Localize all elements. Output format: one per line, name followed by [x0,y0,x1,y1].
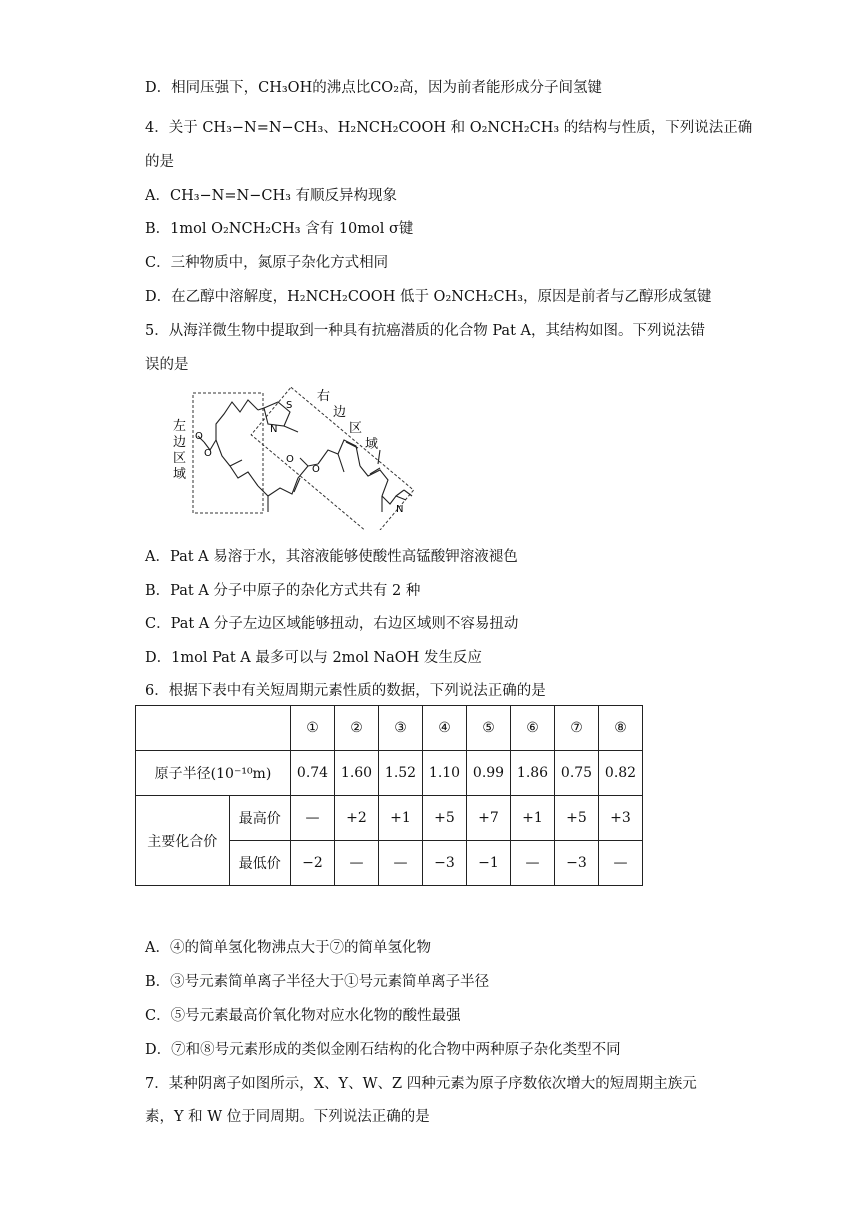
table-cell: +1 [511,796,555,841]
table-header-row [136,706,643,751]
q4-stem-line2: 的是 [145,154,174,170]
table-header-cell: ⑦ [555,706,599,751]
table-cell: — [511,841,555,886]
table-cell: −1 [467,841,511,886]
q4-option-d: D．在乙醇中溶解度，H₂NCH₂COOH 低于 O₂NCH₂CH₃，原因是前者与乙醇形成氢键 [145,289,712,305]
q5-stem-line1: 5．从海洋微生物中提取到一种具有抗癌潜质的化合物 Pat A，其结构如图。下列说法错 [145,323,705,339]
q6-option-a: A．④的简单氢化物沸点大于⑦的简单氢化物 [145,940,431,956]
q7-stem-line2: 素，Y 和 W 位于同周期。下列说法正确的是 [145,1109,430,1125]
table-cell: 1.86 [511,751,555,796]
table-cell: — [599,841,643,886]
pat-a-structure-figure [160,380,430,530]
thiazole-sulfur-atom: S [286,400,293,411]
table-header-cell: ② [335,706,379,751]
table-header-cell: ④ [423,706,467,751]
right-carbonyl-oxygen-atom: O [286,454,294,465]
table-cell: −2 [291,841,335,886]
table-header-cell: ③ [379,706,423,751]
q5-option-c: C．Pat A 分子左边区域能够扭动，右边区域则不容易扭动 [145,616,519,632]
table-cell: — [379,841,423,886]
table-cell: 0.99 [467,751,511,796]
max-valence-label: 最高价 [229,796,290,841]
table-cell: −3 [555,841,599,886]
q4-option-b: B．1mol O₂NCH₂CH₃ 含有 10mol σ键 [145,221,414,237]
table-cell: 0.82 [599,751,643,796]
right-region-label-3: 区 [349,421,363,436]
q6-option-b: B．③号元素简单离子半径大于①号元素简单离子半径 [145,974,490,990]
q6-option-c: C．⑤号元素最高价氧化物对应水化物的酸性最强 [145,1008,461,1024]
q7-stem-line1: 7．某种阴离子如图所示，X、Y、W、Z 四种元素为原子序数依次增大的短周期主族元 [145,1076,697,1092]
table-header-cell: ⑥ [511,706,555,751]
table-cell: 1.10 [423,751,467,796]
left-carbonyl-oxygen-atom: O [195,431,203,442]
table-header-cell: ① [291,706,335,751]
left-region-label-4: 域 [173,467,187,482]
table-cell: +3 [599,796,643,841]
valence-group-label: 主要化合价 [136,796,230,886]
table-corner-cell [136,706,291,751]
left-region-label-2: 边 [173,435,187,450]
table-cell: +7 [467,796,511,841]
table-cell: — [335,841,379,886]
table-cell: +1 [379,796,423,841]
left-ester-oxygen-atom: O [204,448,212,459]
q5-option-d: D．1mol Pat A 最多可以与 2mol NaOH 发生反应 [145,650,482,666]
table-cell: +5 [423,796,467,841]
q4-option-a: A．CH₃−N=N−CH₃ 有顺反异构现象 [145,188,398,204]
table-header-cell: ⑤ [467,706,511,751]
table-cell: 0.75 [555,751,599,796]
amine-nitrogen-atom: N [396,504,404,515]
q6-stem: 6．根据下表中有关短周期元素性质的数据，下列说法正确的是 [145,683,546,699]
right-ester-oxygen-atom: O [312,464,320,475]
table-max-valence-row [136,796,643,841]
table-cell: 1.60 [335,751,379,796]
table-cell: −3 [423,841,467,886]
q4-stem-line1: 4．关于 CH₃−N=N−CH₃、H₂NCH₂COOH 和 O₂NCH₂CH₃ 的结构与性质，下列说法正确 [145,120,753,136]
q6-option-d: D．⑦和⑧号元素形成的类似金刚石结构的化合物中两种原子杂化类型不同 [145,1042,621,1058]
q3-option-d: D．相同压强下，CH₃OH的沸点比CO₂高，因为前者能形成分子间氢键 [145,80,603,96]
table-cell: 1.52 [379,751,423,796]
table-header-cell: ⑧ [599,706,643,751]
q4-option-c: C．三种物质中，氮原子杂化方式相同 [145,255,389,271]
radius-row-label: 原子半径(10⁻¹⁰m) [136,751,291,796]
table-cell: 0.74 [291,751,335,796]
table-radius-row [136,751,643,796]
right-region-label-2: 边 [333,405,347,420]
q5-option-a: A．Pat A 易溶于水，其溶液能够使酸性高锰酸钾溶液褪色 [145,549,518,565]
left-region-label-1: 左 [173,419,187,434]
q5-stem-line2: 误的是 [145,357,189,373]
right-region-label-4: 域 [365,437,379,452]
q5-option-b: B．Pat A 分子中原子的杂化方式共有 2 种 [145,583,421,599]
table-cell: +2 [335,796,379,841]
min-valence-label: 最低价 [229,841,290,886]
table-cell: +5 [555,796,599,841]
element-properties-table [135,705,643,886]
right-region-label-1: 右 [317,389,331,404]
thiazole-nitrogen-atom: N [270,424,278,435]
table-cell: — [291,796,335,841]
left-region-label-3: 区 [173,451,187,466]
